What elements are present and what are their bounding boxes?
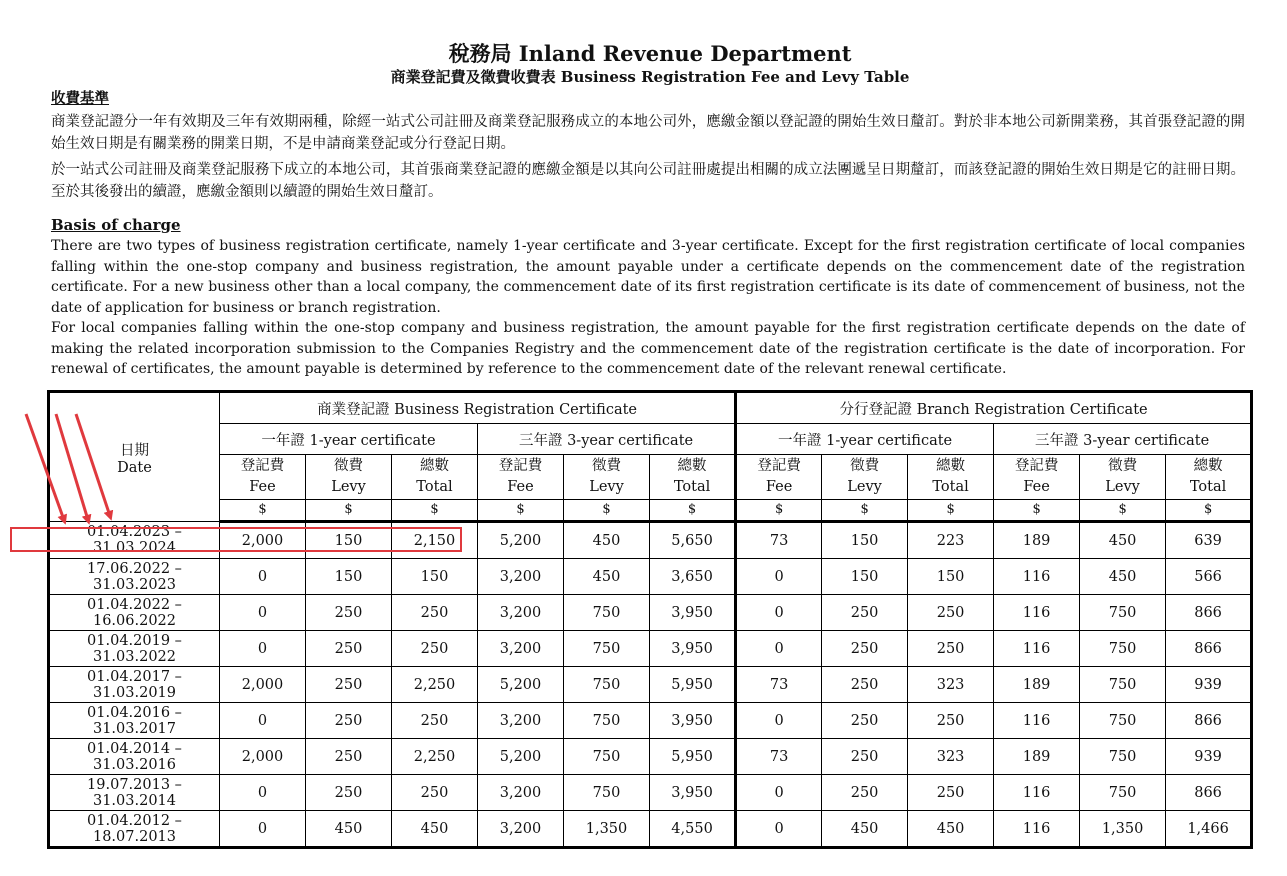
value-cell: 250	[908, 775, 994, 811]
value-cell: 250	[392, 775, 478, 811]
basis-heading-en: Basis of charge	[51, 216, 181, 234]
fee-levy-table	[47, 390, 1253, 849]
value-cell: 750	[1080, 739, 1166, 775]
fee-header-zh: 登記費	[757, 458, 801, 474]
value-cell: 2,000	[220, 739, 306, 775]
value-cell: 0	[220, 775, 306, 811]
value-cell: 250	[306, 631, 392, 667]
value-cell: 3,200	[478, 775, 564, 811]
fee-header	[220, 455, 306, 500]
total-header	[908, 455, 994, 500]
basis-heading-zh: 收費基準	[51, 91, 109, 107]
value-cell: 323	[908, 739, 994, 775]
value-cell: 0	[220, 703, 306, 739]
date-cell: 01.04.2014 – 31.03.2016	[49, 739, 220, 775]
value-cell: 450	[564, 522, 650, 559]
value-cell: 0	[736, 559, 822, 595]
levy-header	[822, 455, 908, 500]
value-cell: 0	[220, 559, 306, 595]
branch-1year-header: 一年證 1-year certificate	[736, 424, 994, 455]
value-cell: 750	[564, 595, 650, 631]
value-cell: 1,466	[1166, 811, 1252, 848]
value-cell: 5,950	[650, 739, 736, 775]
levy-header	[564, 455, 650, 500]
levy-header-en: Levy	[847, 479, 882, 495]
value-cell: 150	[306, 522, 392, 559]
value-cell: 0	[736, 775, 822, 811]
value-cell: 0	[220, 811, 306, 848]
value-cell: 450	[392, 811, 478, 848]
basis-para-zh-1: 商業登記證分一年有效期及三年有效期兩種，除經一站式公司註冊及商業登記服務成立的本地公司外，應繳金額以登記證的開始生效日釐訂。對於非本地公司新開業務，其首張登記證的開始生效日期是有關業務的開業日期，不是申請商業登記或分行登記日期。	[51, 114, 1245, 152]
basis-para-en-1: There are two types of business registration certificate, namely 1-year certificate and 3-year certificate. Except for the first registration certificate of local companies falling within the one-stop company and business registration, the amount payable under a certificate depends on the commencement date of the registration certificate. For a new business other than a local company, the commencement date of its first registration certificate is its date of commencement of business, not the date of application for business or branch registration.	[51, 238, 1245, 316]
date-header	[49, 392, 220, 522]
br-1year-header: 一年證 1-year certificate	[220, 424, 478, 455]
currency-cell: $	[736, 500, 822, 522]
value-cell: 3,200	[478, 595, 564, 631]
value-cell: 866	[1166, 631, 1252, 667]
value-cell: 323	[908, 667, 994, 703]
value-cell: 566	[1166, 559, 1252, 595]
basis-para-zh-2: 於一站式公司註冊及商業登記服務下成立的本地公司，其首張商業登記證的應繳金額是以其向公司註冊處提出相關的成立法團遞呈日期釐訂，而該登記證的開始生效日期是它的註冊日期。至於其後發出的續證，應繳金額則以續證的開始生效日釐訂。	[51, 162, 1245, 200]
total-header-en: Total	[1189, 479, 1227, 495]
value-cell: 250	[306, 595, 392, 631]
table-row	[49, 522, 1252, 559]
value-cell: 450	[1080, 522, 1166, 559]
value-cell: 866	[1166, 595, 1252, 631]
value-cell: 150	[306, 559, 392, 595]
date-cell: 17.06.2022 – 31.03.2023	[49, 559, 220, 595]
value-cell: 116	[994, 811, 1080, 848]
basis-para-en-2: For local companies falling within the one-stop company and business registration, the amount payable for the first registration certificate depends on the date of making the related incorporation submission to the Companies Registry and the commencement date of the registration certificate is the date of incorporation. For renewal of certificates, the amount payable is determined by reference to the commencement date of the relevant renewal certificate.	[51, 320, 1245, 377]
value-cell: 250	[908, 631, 994, 667]
value-cell: 250	[306, 775, 392, 811]
value-cell: 750	[1080, 775, 1166, 811]
value-cell: 250	[908, 595, 994, 631]
value-cell: 750	[564, 703, 650, 739]
value-cell: 639	[1166, 522, 1252, 559]
currency-cell: $	[650, 500, 736, 522]
value-cell: 1,350	[1080, 811, 1166, 848]
fee-header	[478, 455, 564, 500]
total-header	[1166, 455, 1252, 500]
levy-header	[306, 455, 392, 500]
value-cell: 750	[1080, 595, 1166, 631]
fee-header	[736, 455, 822, 500]
value-cell: 0	[736, 595, 822, 631]
value-cell: 250	[392, 703, 478, 739]
value-cell: 4,550	[650, 811, 736, 848]
date-header-en: Date	[117, 459, 152, 476]
date-cell: 01.04.2012 – 18.07.2013	[49, 811, 220, 848]
value-cell: 250	[306, 739, 392, 775]
levy-header-zh: 徵費	[592, 458, 621, 474]
fee-header-zh: 登記費	[240, 458, 285, 474]
total-header-en: Total	[673, 479, 711, 495]
value-cell: 250	[392, 631, 478, 667]
table-row	[49, 595, 1252, 631]
currency-cell: $	[822, 500, 908, 522]
table-row	[49, 739, 1252, 775]
value-cell: 3,950	[650, 631, 736, 667]
value-cell: 3,200	[478, 811, 564, 848]
total-header-en: Total	[416, 479, 453, 495]
value-cell: 750	[564, 739, 650, 775]
currency-cell: $	[564, 500, 650, 522]
currency-cell: $	[306, 500, 392, 522]
value-cell: 2,250	[392, 739, 478, 775]
currency-cell: $	[478, 500, 564, 522]
levy-header-zh: 徵費	[334, 458, 363, 474]
table-row	[49, 703, 1252, 739]
table-row	[49, 811, 1252, 848]
levy-header-zh: 徵費	[1108, 458, 1138, 474]
fee-header-zh: 登記費	[1014, 458, 1059, 474]
value-cell: 450	[822, 811, 908, 848]
value-cell: 5,200	[478, 667, 564, 703]
page-title: 稅務局 Inland Revenue Department	[448, 41, 852, 66]
value-cell: 866	[1166, 775, 1252, 811]
value-cell: 5,200	[478, 739, 564, 775]
value-cell: 250	[908, 703, 994, 739]
value-cell: 73	[736, 739, 822, 775]
currency-cell: $	[908, 500, 994, 522]
value-cell: 750	[1080, 667, 1166, 703]
fee-header-en: Fee	[249, 479, 276, 495]
value-cell: 2,150	[392, 522, 478, 559]
value-cell: 150	[822, 559, 908, 595]
value-cell: 250	[822, 739, 908, 775]
value-cell: 150	[822, 522, 908, 559]
levy-header-zh: 徵費	[850, 458, 880, 474]
fee-header-en: Fee	[1023, 479, 1050, 495]
value-cell: 116	[994, 775, 1080, 811]
page-subtitle: 商業登記費及徵費收費表 Business Registration Fee and Levy Table	[390, 68, 910, 86]
fee-header	[994, 455, 1080, 500]
value-cell: 1,350	[564, 811, 650, 848]
value-cell: 250	[392, 595, 478, 631]
value-cell: 3,200	[478, 703, 564, 739]
value-cell: 116	[994, 703, 1080, 739]
value-cell: 0	[736, 703, 822, 739]
total-header	[650, 455, 736, 500]
currency-cell: $	[1080, 500, 1166, 522]
br-certificate-header: 商業登記證 Business Registration Certificate	[220, 392, 736, 424]
value-cell: 189	[994, 667, 1080, 703]
total-header	[392, 455, 478, 500]
value-cell: 3,950	[650, 775, 736, 811]
value-cell: 3,200	[478, 559, 564, 595]
date-cell: 01.04.2017 – 31.03.2019	[49, 667, 220, 703]
branch-3year-header: 三年證 3-year certificate	[994, 424, 1252, 455]
value-cell: 750	[564, 667, 650, 703]
value-cell: 116	[994, 595, 1080, 631]
value-cell: 189	[994, 739, 1080, 775]
fee-header-en: Fee	[507, 479, 534, 495]
total-header-zh: 總數	[1193, 458, 1223, 474]
total-header-zh: 總數	[936, 458, 966, 474]
levy-header-en: Levy	[1105, 479, 1140, 495]
value-cell: 866	[1166, 703, 1252, 739]
value-cell: 450	[908, 811, 994, 848]
levy-header-en: Levy	[589, 479, 624, 495]
value-cell: 250	[822, 703, 908, 739]
value-cell: 0	[220, 595, 306, 631]
value-cell: 0	[220, 631, 306, 667]
value-cell: 450	[306, 811, 392, 848]
value-cell: 750	[1080, 703, 1166, 739]
fee-header-en: Fee	[765, 479, 793, 495]
table-row	[49, 631, 1252, 667]
value-cell: 939	[1166, 667, 1252, 703]
value-cell: 150	[392, 559, 478, 595]
value-cell: 73	[736, 522, 822, 559]
date-cell: 19.07.2013 – 31.03.2014	[49, 775, 220, 811]
value-cell: 116	[994, 631, 1080, 667]
value-cell: 250	[822, 631, 908, 667]
value-cell: 250	[822, 667, 908, 703]
value-cell: 450	[1080, 559, 1166, 595]
date-cell: 01.04.2019 – 31.03.2022	[49, 631, 220, 667]
value-cell: 116	[994, 559, 1080, 595]
value-cell: 5,200	[478, 522, 564, 559]
total-header-en: Total	[932, 479, 969, 495]
value-cell: 73	[736, 667, 822, 703]
value-cell: 2,000	[220, 522, 306, 559]
value-cell: 2,000	[220, 667, 306, 703]
total-header-zh: 總數	[677, 458, 707, 474]
value-cell: 3,200	[478, 631, 564, 667]
date-cell: 01.04.2023 – 31.03.2024	[49, 522, 220, 559]
currency-cell: $	[220, 500, 306, 522]
value-cell: 250	[822, 595, 908, 631]
value-cell: 223	[908, 522, 994, 559]
value-cell: 150	[908, 559, 994, 595]
value-cell: 250	[306, 667, 392, 703]
table-row	[49, 667, 1252, 703]
levy-header	[1080, 455, 1166, 500]
value-cell: 250	[822, 775, 908, 811]
value-cell: 0	[736, 631, 822, 667]
currency-cell: $	[994, 500, 1080, 522]
value-cell: 750	[564, 775, 650, 811]
total-header-zh: 總數	[420, 458, 449, 474]
value-cell: 189	[994, 522, 1080, 559]
table-row	[49, 559, 1252, 595]
currency-cell: $	[392, 500, 478, 522]
fee-header-zh: 登記費	[498, 458, 543, 474]
value-cell: 250	[306, 703, 392, 739]
value-cell: 750	[564, 631, 650, 667]
table-row	[49, 775, 1252, 811]
value-cell: 5,950	[650, 667, 736, 703]
value-cell: 939	[1166, 739, 1252, 775]
br-3year-header: 三年證 3-year certificate	[478, 424, 736, 455]
value-cell: 5,650	[650, 522, 736, 559]
currency-cell: $	[1166, 500, 1252, 522]
value-cell: 3,950	[650, 703, 736, 739]
value-cell: 3,950	[650, 595, 736, 631]
date-cell: 01.04.2022 – 16.06.2022	[49, 595, 220, 631]
value-cell: 750	[1080, 631, 1166, 667]
value-cell: 2,250	[392, 667, 478, 703]
levy-header-en: Levy	[331, 479, 366, 495]
date-cell: 01.04.2016 – 31.03.2017	[49, 703, 220, 739]
value-cell: 450	[564, 559, 650, 595]
value-cell: 3,650	[650, 559, 736, 595]
date-header-zh: 日期	[120, 442, 149, 459]
value-cell: 0	[736, 811, 822, 848]
branch-certificate-header: 分行登記證 Branch Registration Certificate	[736, 392, 1252, 424]
